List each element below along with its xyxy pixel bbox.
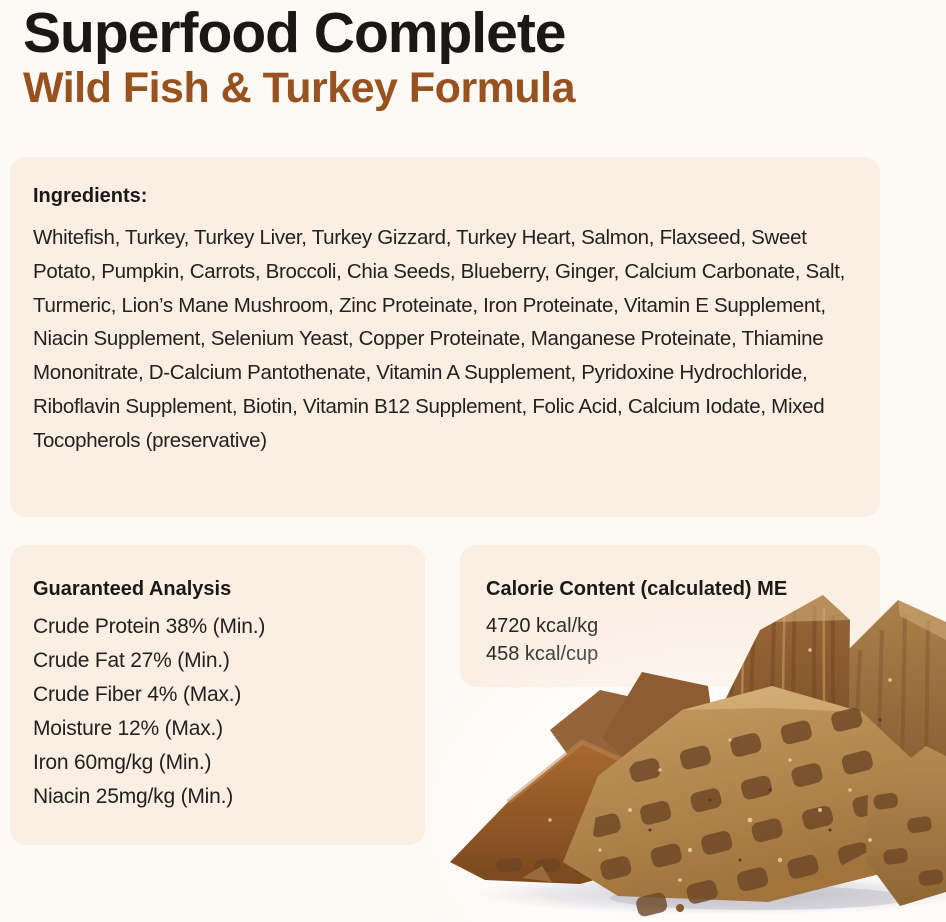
guaranteed-analysis-list <box>33 610 407 814</box>
analysis-row: Crude Protein 38% (Min.) <box>33 615 266 638</box>
page-title: Superfood Complete <box>23 1 566 65</box>
analysis-row: Moisture 12% (Max.) <box>33 717 223 740</box>
product-photo <box>430 560 946 922</box>
ingredients-heading: Ingredients: <box>33 185 148 207</box>
analysis-row: Iron 60mg/kg (Min.) <box>33 751 212 774</box>
guaranteed-analysis-heading: Guaranteed Analysis <box>33 578 232 600</box>
analysis-row: Crude Fat 27% (Min.) <box>33 649 230 672</box>
ingredients-panel <box>10 157 880 517</box>
guaranteed-analysis-panel <box>10 545 425 845</box>
ingredients-text: Whitefish, Turkey, Turkey Liver, Turkey Gizzard, Turkey Heart, Salmon, Flaxseed, Sweet Potato, Pumpkin, Carrots, Broccoli, Chia Seeds, Blueberry, Ginger, Calcium Carbonate, Salt, Turmeric, Lion’s Mane Mushroom, Zinc Proteinate, Iron Proteinate, Vitamin E Supplement, Niacin Supplement, Selenium Yeast, Copper Proteinate, Manganese Proteinate, Thiamine Mononitrate, D-Calcium Pantothenate, Vitamin A Supplement, Pyridoxine Hydrochloride, Riboflavin Supplement, Biotin, Vitamin B12 Supplement, Folic Acid, Calcium Iodate, Mixed Tocopherols (preservative) <box>33 226 846 452</box>
dog-treat-chunks-icon <box>430 560 946 922</box>
analysis-row: Niacin 25mg/kg (Min.) <box>33 785 234 808</box>
analysis-row: Crude Fiber 4% (Max.) <box>33 683 242 706</box>
page-subtitle: Wild Fish & Turkey Formula <box>23 64 576 112</box>
